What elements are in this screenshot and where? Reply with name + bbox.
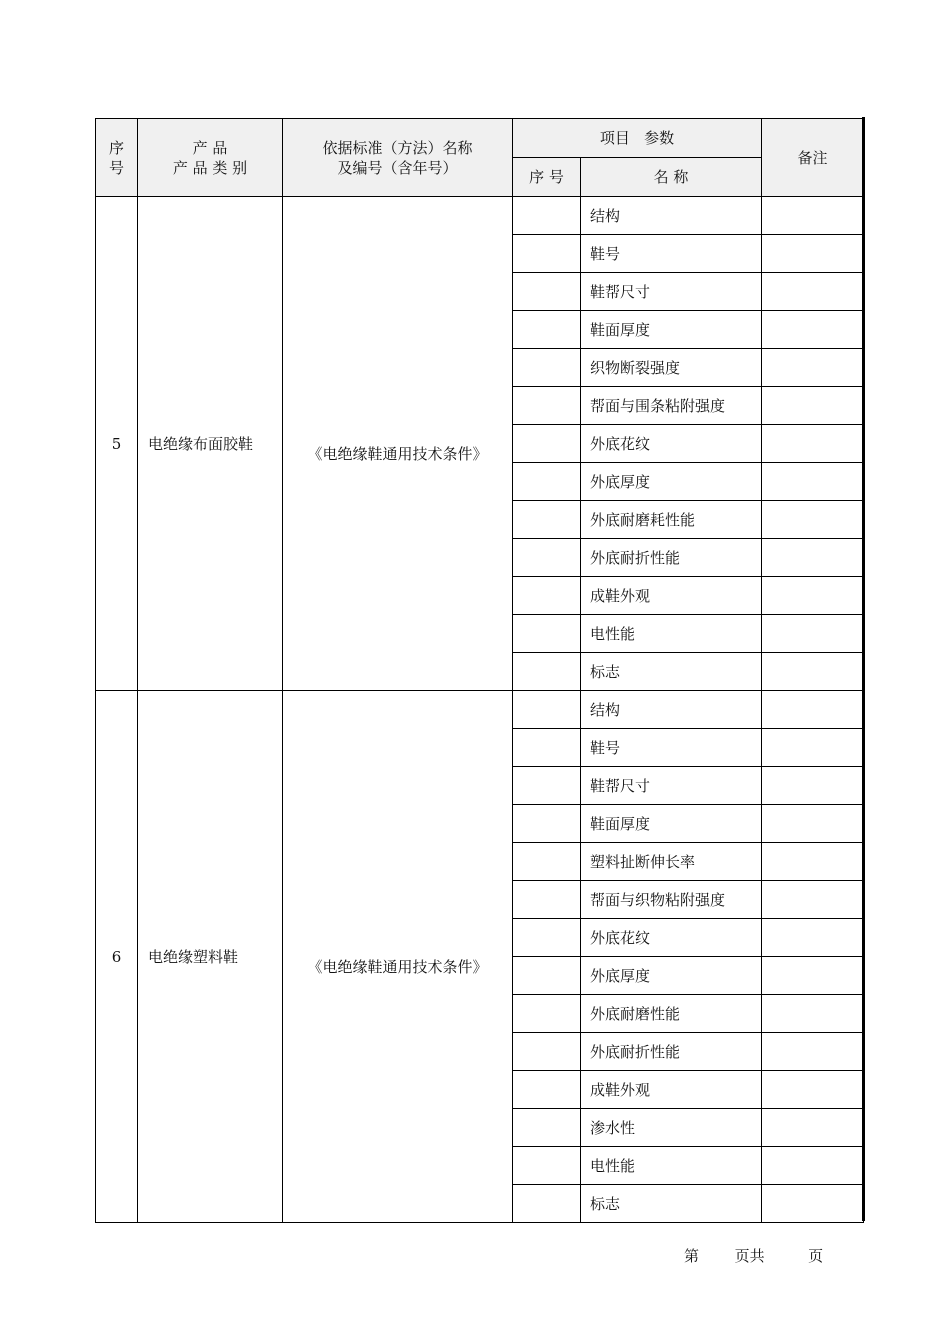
item-seq-cell [513,615,581,653]
page-footer [684,1245,823,1266]
item-seq-cell [513,1147,581,1185]
remarks-cell [762,425,864,463]
item-seq-cell [513,1185,581,1223]
item-seq-cell [513,805,581,843]
item-seq-cell [513,957,581,995]
item-name-cell: 鞋帮尺寸 [581,767,762,805]
item-name-cell: 外底花纹 [581,919,762,957]
item-seq-cell [513,577,581,615]
product-parameter-table [95,118,864,1223]
remarks-cell [762,1109,864,1147]
table-row [96,691,864,729]
item-name-cell: 织物断裂强度 [581,349,762,387]
header-product: 产 品 产 品 类 别 [138,119,283,197]
item-name-cell: 外底耐折性能 [581,539,762,577]
group-product: 电绝缘布面胶鞋 [138,197,283,691]
item-name-cell: 电性能 [581,615,762,653]
item-name-cell: 外底厚度 [581,463,762,501]
item-seq-cell [513,501,581,539]
header-item-name: 名 称 [581,158,762,197]
remarks-cell [762,501,864,539]
footer-page-label: 第 [684,1247,700,1265]
remarks-cell [762,1185,864,1223]
remarks-cell [762,197,864,235]
item-name-cell: 外底耐折性能 [581,1033,762,1071]
item-seq-cell [513,235,581,273]
remarks-cell [762,919,864,957]
item-name-cell: 外底厚度 [581,957,762,995]
remarks-cell [762,1033,864,1071]
remarks-cell [762,653,864,691]
item-name-cell: 标志 [581,653,762,691]
table-right-border [862,117,865,1221]
remarks-cell [762,235,864,273]
header-remarks: 备注 [762,119,864,197]
group-product: 电绝缘塑料鞋 [138,691,283,1223]
item-name-cell: 标志 [581,1185,762,1223]
header-item-seq: 序 号 [513,158,581,197]
header-item-params: 项目 参数 [513,119,762,158]
footer-end-label: 页 [808,1247,824,1265]
header-standard: 依据标准（方法）名称 及编号（含年号） [283,119,513,197]
item-name-cell: 成鞋外观 [581,1071,762,1109]
group-standard: 《电绝缘鞋通用技术条件》 [283,691,513,1223]
item-seq-cell [513,843,581,881]
item-seq-cell [513,729,581,767]
remarks-cell [762,615,864,653]
item-seq-cell [513,197,581,235]
item-seq-cell [513,425,581,463]
group-seq: 5 [96,197,138,691]
item-seq-cell [513,881,581,919]
remarks-cell [762,691,864,729]
table-row [96,197,864,235]
remarks-cell [762,577,864,615]
item-seq-cell [513,653,581,691]
header-row-1 [96,119,864,158]
item-seq-cell [513,539,581,577]
item-name-cell: 塑料扯断伸长率 [581,843,762,881]
item-name-cell: 结构 [581,197,762,235]
remarks-cell [762,349,864,387]
remarks-cell [762,387,864,425]
item-seq-cell [513,691,581,729]
remarks-cell [762,311,864,349]
item-seq-cell [513,995,581,1033]
item-name-cell: 鞋面厚度 [581,805,762,843]
item-name-cell: 电性能 [581,1147,762,1185]
item-name-cell: 鞋号 [581,235,762,273]
item-seq-cell [513,919,581,957]
item-seq-cell [513,311,581,349]
item-name-cell: 外底耐磨性能 [581,995,762,1033]
remarks-cell [762,539,864,577]
remarks-cell [762,995,864,1033]
item-name-cell: 外底耐磨耗性能 [581,501,762,539]
item-name-cell: 鞋号 [581,729,762,767]
remarks-cell [762,843,864,881]
item-name-cell: 成鞋外观 [581,577,762,615]
remarks-cell [762,273,864,311]
item-name-cell: 帮面与围条粘附强度 [581,387,762,425]
remarks-cell [762,1071,864,1109]
group-seq: 6 [96,691,138,1223]
item-seq-cell [513,387,581,425]
item-name-cell: 鞋面厚度 [581,311,762,349]
item-seq-cell [513,1109,581,1147]
remarks-cell [762,1147,864,1185]
item-seq-cell [513,273,581,311]
item-seq-cell [513,463,581,501]
remarks-cell [762,463,864,501]
remarks-cell [762,957,864,995]
remarks-cell [762,805,864,843]
item-seq-cell [513,349,581,387]
item-seq-cell [513,1033,581,1071]
item-name-cell: 外底花纹 [581,425,762,463]
item-name-cell: 帮面与织物粘附强度 [581,881,762,919]
remarks-cell [762,767,864,805]
item-name-cell: 结构 [581,691,762,729]
item-name-cell: 渗水性 [581,1109,762,1147]
item-name-cell: 鞋帮尺寸 [581,273,762,311]
remarks-cell [762,881,864,919]
item-seq-cell [513,1071,581,1109]
footer-of-label: 页共 [734,1247,765,1265]
group-standard: 《电绝缘鞋通用技术条件》 [283,197,513,691]
header-seq: 序 号 [96,119,138,197]
remarks-cell [762,729,864,767]
item-seq-cell [513,767,581,805]
